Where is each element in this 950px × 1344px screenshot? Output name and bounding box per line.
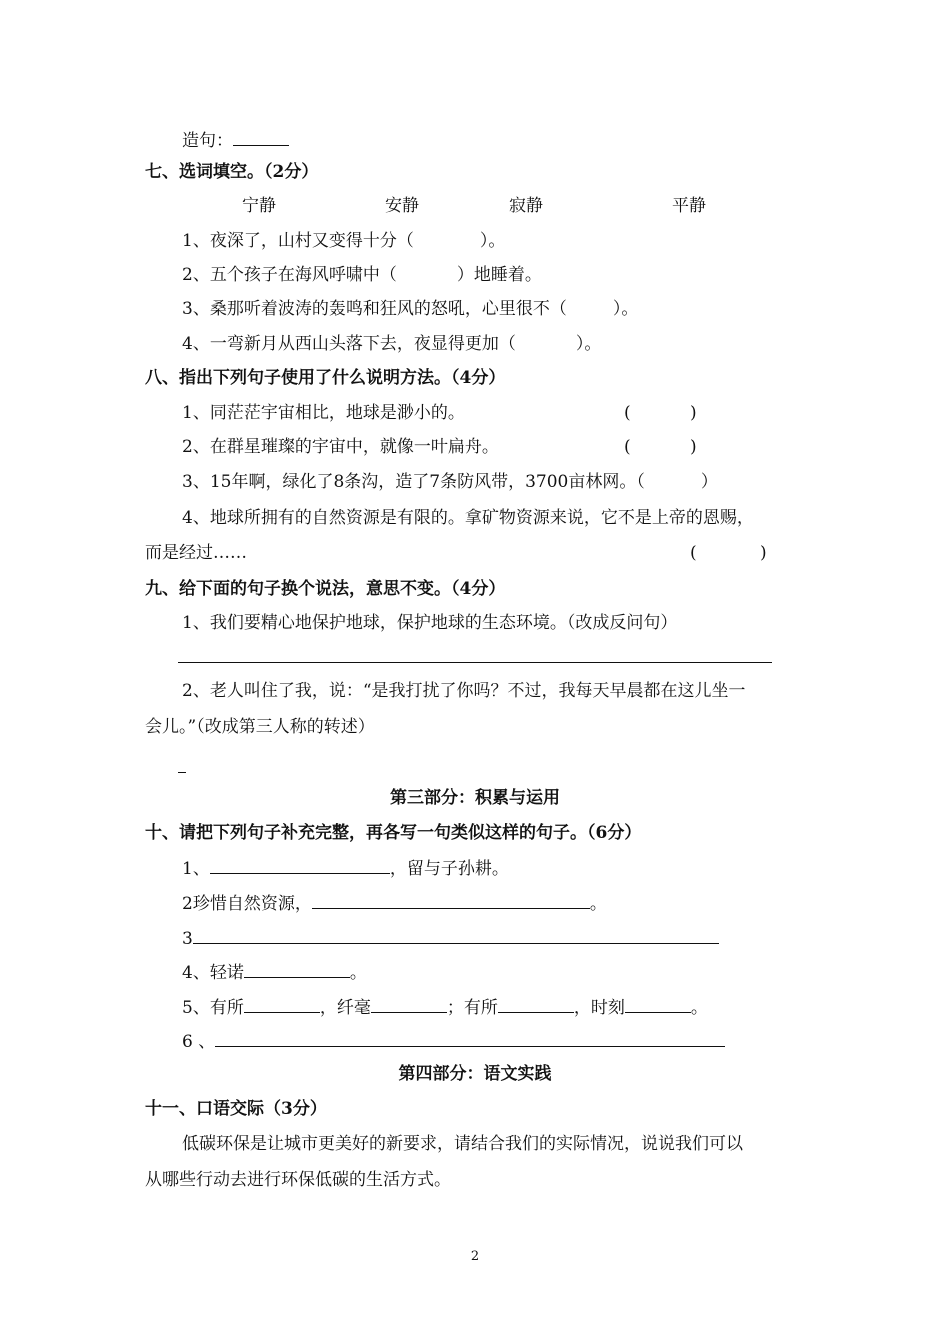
s10-question-5: 5、有所 ，纤毫 ；有所 ，时刻 。 <box>182 995 708 1019</box>
s8-q4-paren-open: ( <box>690 543 697 563</box>
s9-question-1: 1、我们要精心地保护地球，保护地球的生态环境。（改成反问句） <box>182 613 678 633</box>
section-11-heading: 十一、口语交际（3分） <box>145 1099 327 1119</box>
answer-blank[interactable] <box>244 960 350 978</box>
sentence-making-label: 造句： <box>182 131 233 151</box>
s7-question-2: 2、五个孩子在海风呼啸中（ ）地睡着。 <box>182 265 542 285</box>
s10-question-2: 2珍惜自然资源， 。 <box>182 891 607 915</box>
answer-blank[interactable] <box>371 995 447 1013</box>
section-9-heading: 九、给下面的句子换个说法，意思不变。（4分） <box>145 579 506 599</box>
answer-blank[interactable] <box>210 856 390 874</box>
answer-blank[interactable] <box>193 926 719 944</box>
word-option-3: 寂静 <box>509 196 543 216</box>
section-10-heading: 十、请把下列句子补充完整，再各写一句类似这样的句子。（6分） <box>145 823 642 843</box>
s8-question-3: 3、15年啊，绿化了8条沟，造了7条防风带，3700亩林网。（ ） <box>182 472 718 492</box>
s11-paragraph-line-2: 从哪些行动去进行环保低碳的生活方式。 <box>145 1170 451 1190</box>
s8-q4-paren-close: ) <box>760 543 767 563</box>
s10-question-4: 4、轻诺 。 <box>182 960 367 984</box>
answer-blank[interactable] <box>312 891 590 909</box>
s8-question-4-line-2: 而是经过…… <box>145 543 247 563</box>
s7-question-4: 4、一弯新月从西山头落下去，夜显得更加（ ）。 <box>182 334 602 354</box>
s8-q1-paren-close: ) <box>690 403 697 423</box>
s10-question-6: 6 、 <box>182 1029 725 1053</box>
answer-blank[interactable] <box>498 995 574 1013</box>
part-3-title: 第三部分：积累与运用 <box>390 788 560 808</box>
section-8-heading: 八、指出下列句子使用了什么说明方法。（4分） <box>145 368 506 388</box>
s7-question-1: 1、夜深了，山村又变得十分（ ）。 <box>182 231 506 251</box>
part-4-title: 第四部分：语文实践 <box>398 1064 552 1084</box>
s8-question-2: 2、在群星璀璨的宇宙中，就像一叶扁舟。 <box>182 437 499 457</box>
word-option-2: 安静 <box>385 196 419 216</box>
answer-blank[interactable] <box>215 1029 725 1047</box>
answer-line-stub[interactable] <box>178 772 186 773</box>
answer-blank[interactable] <box>233 128 289 146</box>
s8-q2-paren-open: ( <box>624 437 631 457</box>
page-number: 2 <box>470 1249 480 1264</box>
word-option-4: 平静 <box>672 196 706 216</box>
s8-q2-paren-close: ) <box>690 437 697 457</box>
s7-question-3: 3、桑那听着波涛的轰鸣和狂风的怒吼，心里很不（ ）。 <box>182 299 639 319</box>
answer-blank[interactable] <box>625 995 691 1013</box>
s8-q1-paren-open: ( <box>624 403 631 423</box>
s9-question-2-line-1: 2、老人叫住了我，说：“是我打扰了你吗？不过，我每天早晨都在这儿坐一 <box>182 681 746 701</box>
answer-blank[interactable] <box>244 995 320 1013</box>
s10-question-1: 1、 ，留与子孙耕。 <box>182 856 509 880</box>
s9-question-2-line-2: 会儿。”（改成第三人称的转述） <box>145 717 375 737</box>
sentence-making-line <box>182 128 289 152</box>
word-option-1: 宁静 <box>242 196 276 216</box>
s11-paragraph-line-1: 低碳环保是让城市更美好的新要求，请结合我们的实际情况，说说我们可以 <box>182 1134 743 1154</box>
s8-question-1: 1、同茫茫宇宙相比，地球是渺小的。 <box>182 403 465 423</box>
section-7-heading: 七、选词填空。（2分） <box>145 162 319 182</box>
s8-question-4-line-1: 4、地球所拥有的自然资源是有限的。拿矿物资源来说，它不是上帝的恩赐， <box>182 508 754 528</box>
answer-line[interactable] <box>178 662 772 663</box>
s10-question-3: 3 <box>182 926 719 950</box>
